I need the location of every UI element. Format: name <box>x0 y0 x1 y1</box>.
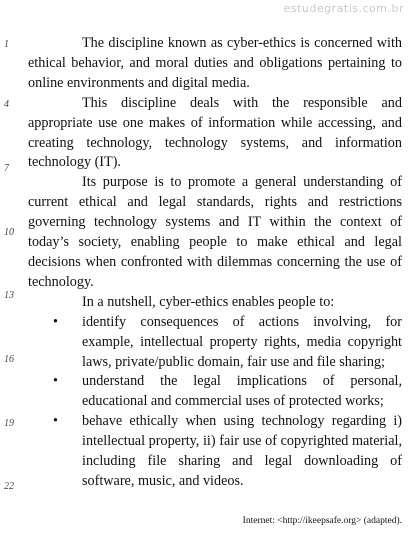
line-number: 19 <box>4 418 14 429</box>
paragraph: The discipline known as cyber-ethics is concerned with ethical behavior, and moral duties and obligations pertaining to online environments and digital media. <box>28 35 402 91</box>
line-numbers <box>0 0 20 544</box>
list-item-text: understand the legal implications of personal, educational and commercial uses of protected works; <box>82 373 402 410</box>
line-number: 4 <box>4 99 9 110</box>
article-text <box>28 34 402 492</box>
paragraph: Its purpose is to promote a general understanding of current ethical and legal standards, rights and restrictions governing technology systems and IT within the context of today’s society, enabling people to make ethical and legal decisions when confronted with dilemmas concerning the use of technology. <box>28 174 402 290</box>
list-item <box>53 412 402 492</box>
line-number: 22 <box>4 481 14 492</box>
bullet-list <box>28 313 402 492</box>
source-citation: Internet: <http://ikeepsafe.org> (adapted). <box>242 516 402 526</box>
paragraph: This discipline deals with the responsible and appropriate use one makes of information while accessing, and creating technology, technology systems, and information technology (IT). <box>28 94 402 171</box>
line-number: 10 <box>4 227 14 238</box>
bullet-icon: • <box>53 313 58 330</box>
watermark: estudegratis.com.br <box>283 2 404 15</box>
list-item-text: behave ethically when using technology regarding i) intellectual property, ii) fair use of copyrighted material, including file sharing and legal downloading of software, music, and videos. <box>82 413 402 489</box>
line-number: 1 <box>4 39 9 50</box>
line-number: 7 <box>4 163 9 174</box>
line-number: 16 <box>4 354 14 365</box>
bullet-icon: • <box>53 373 58 390</box>
list-intro: In a nutshell, cyber-ethics enables people to: <box>82 293 335 310</box>
list-item-text: identify consequences of actions involving, for example, intellectual property rights, media copyright laws, private/public domain, fair use and file sharing; <box>82 313 402 370</box>
list-item <box>53 313 402 373</box>
list-item <box>53 372 402 412</box>
bullet-icon: • <box>53 413 58 430</box>
line-number: 13 <box>4 290 14 301</box>
